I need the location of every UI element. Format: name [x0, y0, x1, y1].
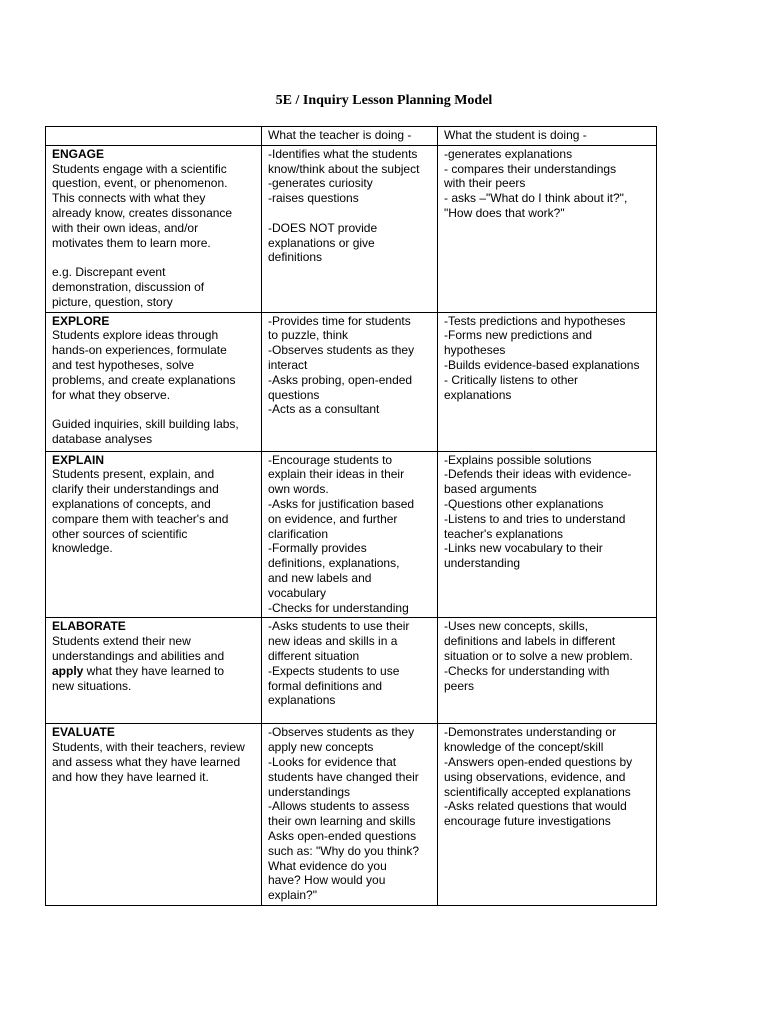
stage-description-line: knowledge. — [52, 541, 113, 556]
spacer — [52, 250, 257, 265]
student-line: -Forms new predictions and — [444, 328, 593, 343]
stage-description-line: new situations. — [52, 678, 132, 693]
student-line: knowledge of the concept/skill — [444, 740, 604, 755]
student-line: encourage future investigations — [444, 814, 611, 829]
student-cell — [438, 724, 657, 906]
student-line: "How does that work?" — [444, 205, 565, 220]
teacher-line: vocabulary — [268, 585, 327, 600]
teacher-line: such as: "Why do you think? — [268, 843, 420, 858]
stage-description-line: hands-on experiences, formulate — [52, 343, 227, 358]
student-cell — [438, 618, 657, 724]
teacher-line: -Provides time for students — [268, 313, 411, 328]
student-line: hypotheses — [444, 343, 506, 358]
table-row — [46, 312, 657, 451]
student-line: understanding — [444, 556, 521, 571]
teacher-line: clarification — [268, 526, 329, 541]
stage-name: ENGAGE — [52, 146, 105, 161]
teacher-line: -Checks for understanding — [268, 600, 409, 615]
stage-cell — [46, 145, 262, 312]
stage-cell — [46, 618, 262, 724]
student-line: -Explains possible solutions — [444, 452, 592, 467]
table-row — [46, 451, 657, 618]
stage-description-line: question, event, or phenomenon. — [52, 176, 228, 191]
teacher-line: -Looks for evidence that — [268, 754, 397, 769]
teacher-line: new ideas and skills in a — [268, 634, 398, 649]
student-line: teacher's explanations — [444, 526, 564, 541]
teacher-line: own words. — [268, 482, 329, 497]
student-line: -Asks related questions that would — [444, 799, 627, 814]
stage-description-line: This connects with what they — [52, 191, 206, 206]
student-line: peers — [444, 678, 475, 693]
stage-description-line: and test hypotheses, solve — [52, 357, 195, 372]
stage-description-line: and how they have learned it. — [52, 769, 209, 784]
stage-example-line: demonstration, discussion of — [52, 279, 205, 294]
teacher-line: explanations or give — [268, 235, 375, 250]
teacher-line: -Asks probing, open-ended — [268, 372, 413, 387]
student-line: -Links new vocabulary to their — [444, 541, 603, 556]
stage-example-line: database analyses — [52, 431, 153, 446]
teacher-cell — [262, 724, 438, 906]
teacher-line: definitions, explanations, — [268, 556, 400, 571]
student-line: - Critically listens to other — [444, 372, 579, 387]
stage-example-line: Guided inquiries, skill building labs, — [52, 417, 239, 432]
teacher-line: explanations — [268, 693, 336, 708]
stage-description-line: Students extend their new — [52, 634, 191, 649]
table-row — [46, 618, 657, 724]
teacher-line: students have changed their — [268, 769, 419, 784]
teacher-line: -Asks students to use their — [268, 619, 410, 634]
student-line: definitions and labels in different — [444, 634, 616, 649]
stage-description-line: problems, and create explanations — [52, 372, 236, 387]
teacher-line: explain?" — [268, 888, 317, 903]
student-line: scientifically accepted explanations — [444, 784, 631, 799]
student-line: -Defends their ideas with evidence- — [444, 467, 632, 482]
teacher-line: questions — [268, 387, 320, 402]
teacher-line: -DOES NOT provide — [268, 220, 378, 235]
student-line: -generates explanations — [444, 146, 573, 161]
stage-description-line: with their own ideas, and/or — [52, 220, 199, 235]
student-line: using observations, evidence, and — [444, 769, 626, 784]
teacher-line: formal definitions and — [268, 678, 383, 693]
teacher-line: on evidence, and further — [268, 511, 398, 526]
header-student: What the student is doing - — [438, 127, 657, 146]
teacher-line: and new labels and — [268, 570, 372, 585]
stage-description-line: motivates them to learn more. — [52, 235, 211, 250]
student-line: -Builds evidence-based explanations — [444, 357, 640, 372]
stage-name: EVALUATE — [52, 725, 115, 740]
teacher-line: have? How would you — [268, 873, 386, 888]
teacher-line: definitions — [268, 250, 323, 265]
stage-description-line: for what they observe. — [52, 387, 171, 402]
student-line: -Demonstrates understanding or — [444, 725, 617, 740]
teacher-line: explain their ideas in their — [268, 467, 405, 482]
teacher-line: -Formally provides — [268, 541, 367, 556]
spacer — [52, 402, 257, 417]
stage-description-line: Students explore ideas through — [52, 328, 219, 343]
student-line: -Tests predictions and hypotheses — [444, 313, 626, 328]
spacer — [268, 206, 433, 221]
teacher-cell — [262, 618, 438, 724]
student-line: -Uses new concepts, skills, — [444, 619, 589, 634]
student-line: -Listens to and tries to understand — [444, 511, 626, 526]
student-line: -Questions other explanations — [444, 496, 604, 511]
stage-description-line: Students engage with a scientific — [52, 161, 227, 176]
teacher-cell — [262, 451, 438, 618]
stage-example-line: e.g. Discrepant event — [52, 265, 166, 280]
student-line: situation or to solve a new problem. — [444, 648, 633, 663]
stage-description-line: other sources of scientific — [52, 526, 188, 541]
student-line: -Checks for understanding with — [444, 663, 610, 678]
stage-description-line: compare them with teacher's and — [52, 511, 229, 526]
stage-description-line: already know, creates dissonance — [52, 205, 233, 220]
teacher-line: apply new concepts — [268, 740, 374, 755]
lesson-planning-table — [45, 126, 657, 906]
stage-description-line — [52, 664, 257, 679]
teacher-line: -generates curiosity — [268, 176, 373, 191]
header-row — [46, 127, 657, 146]
teacher-line: know/think about the subject — [268, 161, 420, 176]
stage-description-line: and assess what they have learned — [52, 754, 241, 769]
stage-description-line: understandings and abilities and — [52, 648, 225, 663]
teacher-line: interact — [268, 357, 308, 372]
stage-description-line: Students present, explain, and — [52, 467, 215, 482]
teacher-line: Asks open-ended questions — [268, 828, 417, 843]
table-row — [46, 145, 657, 312]
teacher-line: -Observes students as they — [268, 725, 415, 740]
teacher-cell — [262, 312, 438, 451]
stage-cell — [46, 724, 262, 906]
stage-name: ELABORATE — [52, 619, 126, 634]
teacher-line: their own learning and skills — [268, 814, 416, 829]
student-cell — [438, 312, 657, 451]
student-cell — [438, 145, 657, 312]
stage-description-line: explanations of concepts, and — [52, 496, 211, 511]
teacher-line: What evidence do you — [268, 858, 387, 873]
teacher-line: understandings — [268, 784, 351, 799]
stage-cell — [46, 451, 262, 618]
teacher-line: -raises questions — [268, 191, 359, 206]
teacher-line: -Expects students to use — [268, 663, 400, 678]
stage-example-line: picture, question, story — [52, 294, 173, 309]
header-stage — [46, 127, 262, 146]
student-line: explanations — [444, 387, 512, 402]
teacher-line: -Encourage students to — [268, 452, 393, 467]
stage-description-text: what they have learned to — [83, 663, 225, 678]
student-line: -Answers open-ended questions by — [444, 754, 633, 769]
student-line: - asks –"What do I think about it?", — [444, 191, 628, 206]
stage-name: EXPLORE — [52, 313, 110, 328]
stage-description-line: clarify their understandings and — [52, 482, 219, 497]
stage-name: EXPLAIN — [52, 452, 105, 467]
emphasis-word: apply — [52, 663, 84, 678]
teacher-line: -Observes students as they — [268, 343, 415, 358]
student-line: - compares their understandings — [444, 161, 617, 176]
teacher-line: -Asks for justification based — [268, 496, 415, 511]
teacher-line: different situation — [268, 648, 360, 663]
page-title: 5E / Inquiry Lesson Planning Model — [275, 93, 493, 108]
student-cell — [438, 451, 657, 618]
student-line: with their peers — [444, 176, 526, 191]
stage-cell — [46, 312, 262, 451]
table-row — [46, 724, 657, 906]
teacher-line: to puzzle, think — [268, 328, 349, 343]
teacher-line: -Allows students to assess — [268, 799, 410, 814]
teacher-cell — [262, 145, 438, 312]
teacher-line: -Identifies what the students — [268, 146, 418, 161]
stage-description-line: Students, with their teachers, review — [52, 740, 245, 755]
student-line: based arguments — [444, 482, 537, 497]
header-teacher: What the teacher is doing - — [262, 127, 438, 146]
teacher-line: -Acts as a consultant — [268, 402, 380, 417]
